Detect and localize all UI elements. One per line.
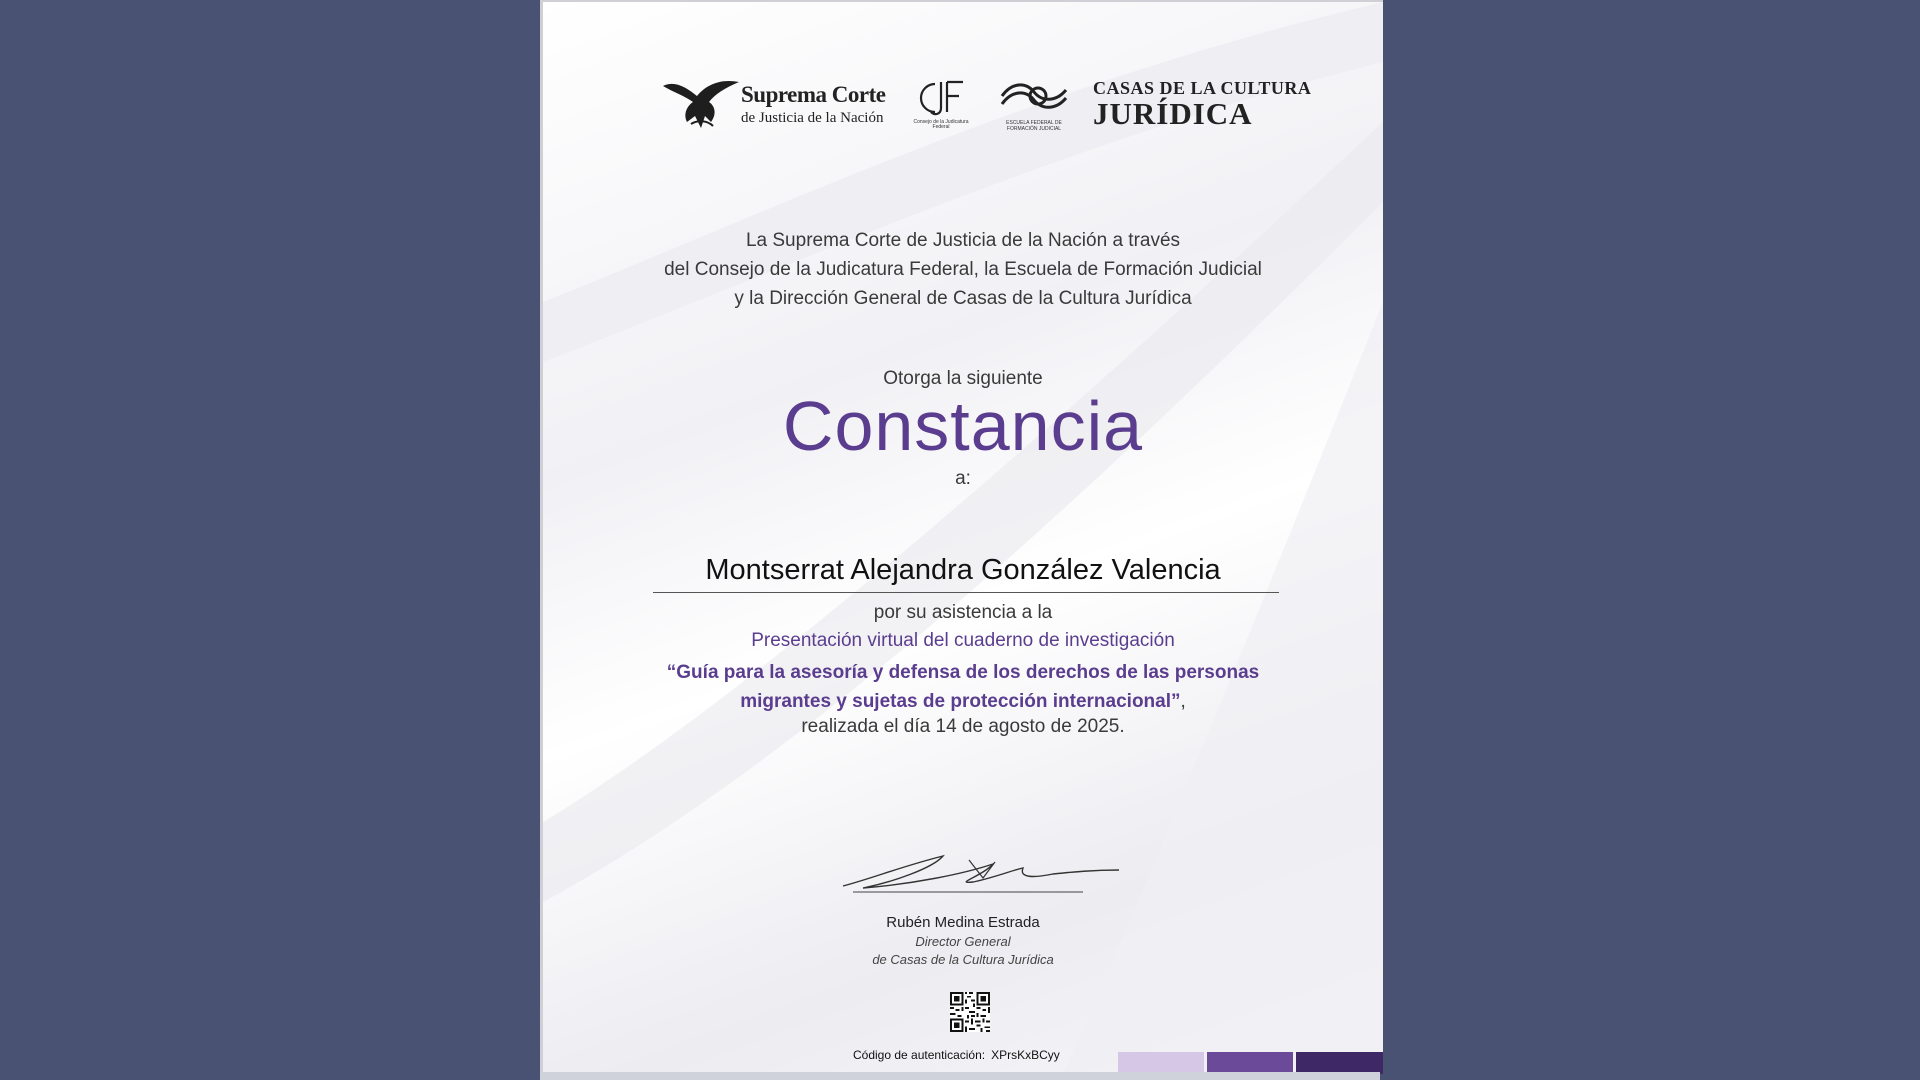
intro-text [543, 226, 1383, 313]
a-text: a: [955, 468, 971, 489]
event-title-line2-wrap [543, 687, 1383, 716]
cjf-mark-icon [913, 78, 969, 120]
cjf-caption: Consejo de la Judicatura Federal [913, 119, 969, 130]
intro-line2: del Consejo de la Judicatura Federal, la Escuela de Formación Judicial [664, 259, 1262, 280]
signature-image [833, 848, 1123, 898]
ccj-line1: CASAS DE LA CULTURA [1093, 78, 1312, 98]
decorative-bars [1118, 1052, 1383, 1074]
scjn-line2: de Justicia de la Nación [741, 110, 884, 126]
signer-role-line1: Director General [915, 934, 1011, 949]
scjn-logo [661, 76, 891, 136]
auth-code: XPrsKxBCyy [991, 1048, 1060, 1062]
header-logos [543, 72, 1383, 142]
efj-caption [998, 120, 1070, 132]
scjn-line1: Suprema Corte [741, 82, 886, 107]
signer-name: Rubén Medina Estrada [886, 914, 1040, 931]
recipient-name: Montserrat Alejandra González Valencia [705, 554, 1221, 586]
recipient-underline [653, 592, 1279, 593]
efj-caption-line1: ESCUELA FEDERAL DE [1006, 120, 1062, 126]
efj-caption-line2: FORMACIÓN JUDICIAL [1006, 126, 1062, 132]
signer-role-line2: de Casas de la Cultura Jurídica [872, 952, 1054, 967]
bar-dark [1296, 1052, 1383, 1074]
efj-mark-icon [998, 78, 1070, 118]
cjf-logo [913, 78, 969, 134]
ccj-line2: JURÍDICA [1093, 96, 1253, 131]
efj-logo [998, 78, 1070, 134]
ccj-logo [1093, 78, 1312, 134]
certificate-page [540, 0, 1383, 1074]
auth-label: Código de autenticación: [853, 1048, 986, 1062]
event-title-line2: migrantes y sujetas de protección internacional” [740, 691, 1181, 712]
auth-code-line [853, 1048, 1060, 1062]
event-title-line1: “Guía para la asesoría y defensa de los derechos de las personas [666, 662, 1260, 683]
attendance-text: por su asistencia a la [873, 602, 1053, 623]
event-title-comma: , [1180, 691, 1186, 712]
page-bottom-edge [540, 1072, 1380, 1080]
bar-light [1118, 1052, 1204, 1074]
intro-line1: La Suprema Corte de Justicia de la Nación a través [745, 230, 1181, 251]
intro-line3: y la Dirección General de Casas de la Cultura Jurídica [734, 288, 1192, 309]
certificate-title: Constancia [782, 387, 1144, 465]
eagle-icon [661, 76, 741, 132]
otorga-text: Otorga la siguiente [883, 368, 1043, 389]
event-date: realizada el día 14 de agosto de 2025. [801, 716, 1125, 737]
event-title [543, 658, 1383, 716]
event-type: Presentación virtual del cuaderno de investigación [751, 630, 1175, 651]
qr-code-icon [949, 992, 991, 1032]
bar-mid [1207, 1052, 1293, 1074]
